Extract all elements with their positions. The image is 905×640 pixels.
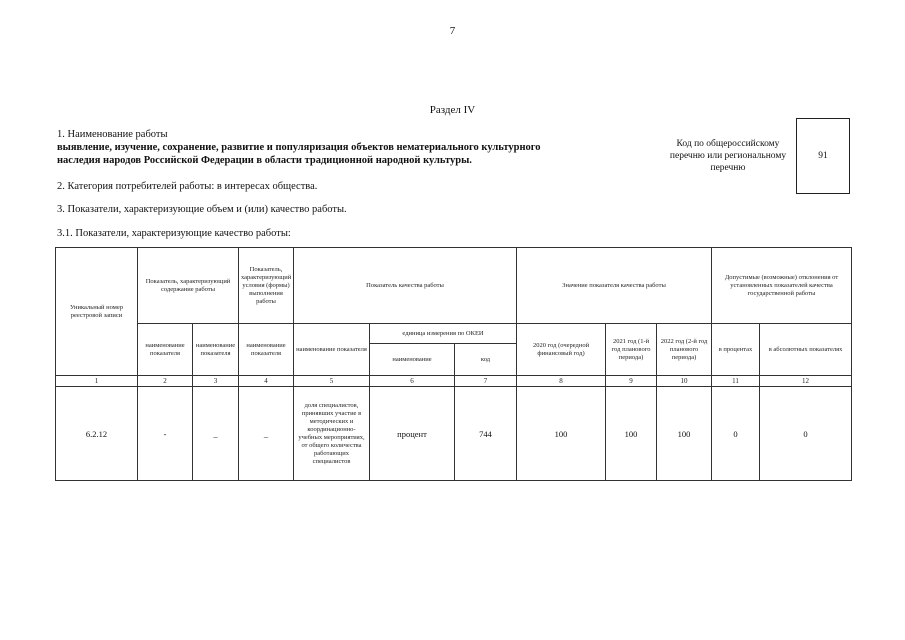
work-name-value-line1: выявление, изучение, сохранение, развитие и популяризация объектов нематериального культурного <box>57 142 541 153</box>
cell-content-1: - <box>138 387 193 481</box>
sub-absolute: в абсолютных показателях <box>760 324 852 376</box>
cell-unit: процент <box>370 387 455 481</box>
sub-name-1: наименование показателя <box>138 324 193 376</box>
cell-2022: 100 <box>657 387 712 481</box>
code-label-line3: перечню <box>710 163 746 173</box>
cell-2020: 100 <box>517 387 606 481</box>
col-num: 6 <box>370 376 455 387</box>
sub-2022: 2022 год (2-й год планового периода) <box>657 324 712 376</box>
cell-code: 744 <box>455 387 517 481</box>
cell-content-2: _ <box>193 387 239 481</box>
header-conditions: Показатель, характеризующий условия (формы) выполнения работы <box>239 248 294 324</box>
col-num: 11 <box>712 376 760 387</box>
col-num: 9 <box>606 376 657 387</box>
cell-unique: 6.2.12 <box>56 387 138 481</box>
code-box: 91 <box>796 118 850 194</box>
section-title: Раздел IV <box>429 104 476 116</box>
sub-2021: 2021 год (1-й год планового периода) <box>606 324 657 376</box>
column-numbers-row <box>56 376 852 387</box>
col-num: 2 <box>138 376 193 387</box>
header-values: Значение показателя качества работы <box>517 248 712 324</box>
header-row-1 <box>56 248 852 324</box>
cell-indicator: доля специалистов, принявших участие в методических и координационно-учебных мероприятиях, от общего количества работающих специалистов <box>294 387 370 481</box>
cell-absolute: 0 <box>760 387 852 481</box>
col-num: 8 <box>517 376 606 387</box>
code-label-line1: Код по общероссийскому <box>676 139 780 149</box>
col-num: 12 <box>760 376 852 387</box>
sub-name-4: наименование показателя <box>294 324 370 376</box>
header-unique: Уникальный номер реестровой записи <box>56 248 138 376</box>
indicators-title: 3. Показатели, характеризующие объем и (или) качество работы. <box>57 204 347 215</box>
header-row-2 <box>56 324 852 344</box>
header-content: Показатель, характеризующий содержание работы <box>138 248 239 324</box>
col-num: 3 <box>193 376 239 387</box>
header-deviation: Допустимые (возможные) отклонения от установленных показателей качества государственной работы <box>712 248 852 324</box>
work-name-label: 1. Наименование работы <box>57 129 168 140</box>
sub-name-2: наименование показателя <box>193 324 239 376</box>
cell-percent: 0 <box>712 387 760 481</box>
code-label-line2: перечню или региональному <box>669 151 787 161</box>
quality-table <box>55 247 852 481</box>
quality-title: 3.1. Показатели, характеризующие качество работы: <box>57 228 291 239</box>
sub-name-3: наименование показателя <box>239 324 294 376</box>
consumers-line: 2. Категория потребителей работы: в интересах общества. <box>57 181 318 192</box>
work-name-block <box>57 128 637 167</box>
sub-unit-name: наименование <box>370 344 455 376</box>
col-num: 7 <box>455 376 517 387</box>
cell-2021: 100 <box>606 387 657 481</box>
col-num: 1 <box>56 376 138 387</box>
cell-conditions: _ <box>239 387 294 481</box>
code-label <box>648 138 808 174</box>
sub-code: код <box>455 344 517 376</box>
page-number: 7 <box>449 25 456 37</box>
sub-2020: 2020 год (очередной финансовый год) <box>517 324 606 376</box>
header-quality: Показатель качества работы <box>294 248 517 324</box>
col-num: 5 <box>294 376 370 387</box>
table-row <box>56 387 852 481</box>
col-num: 4 <box>239 376 294 387</box>
sub-percent: в процентах <box>712 324 760 376</box>
col-num: 10 <box>657 376 712 387</box>
work-name-value-line2: наследия народов Российской Федерации в области традиционной народной культуры. <box>57 155 472 166</box>
sub-unit: единица измерения по ОКЕИ <box>370 324 517 344</box>
